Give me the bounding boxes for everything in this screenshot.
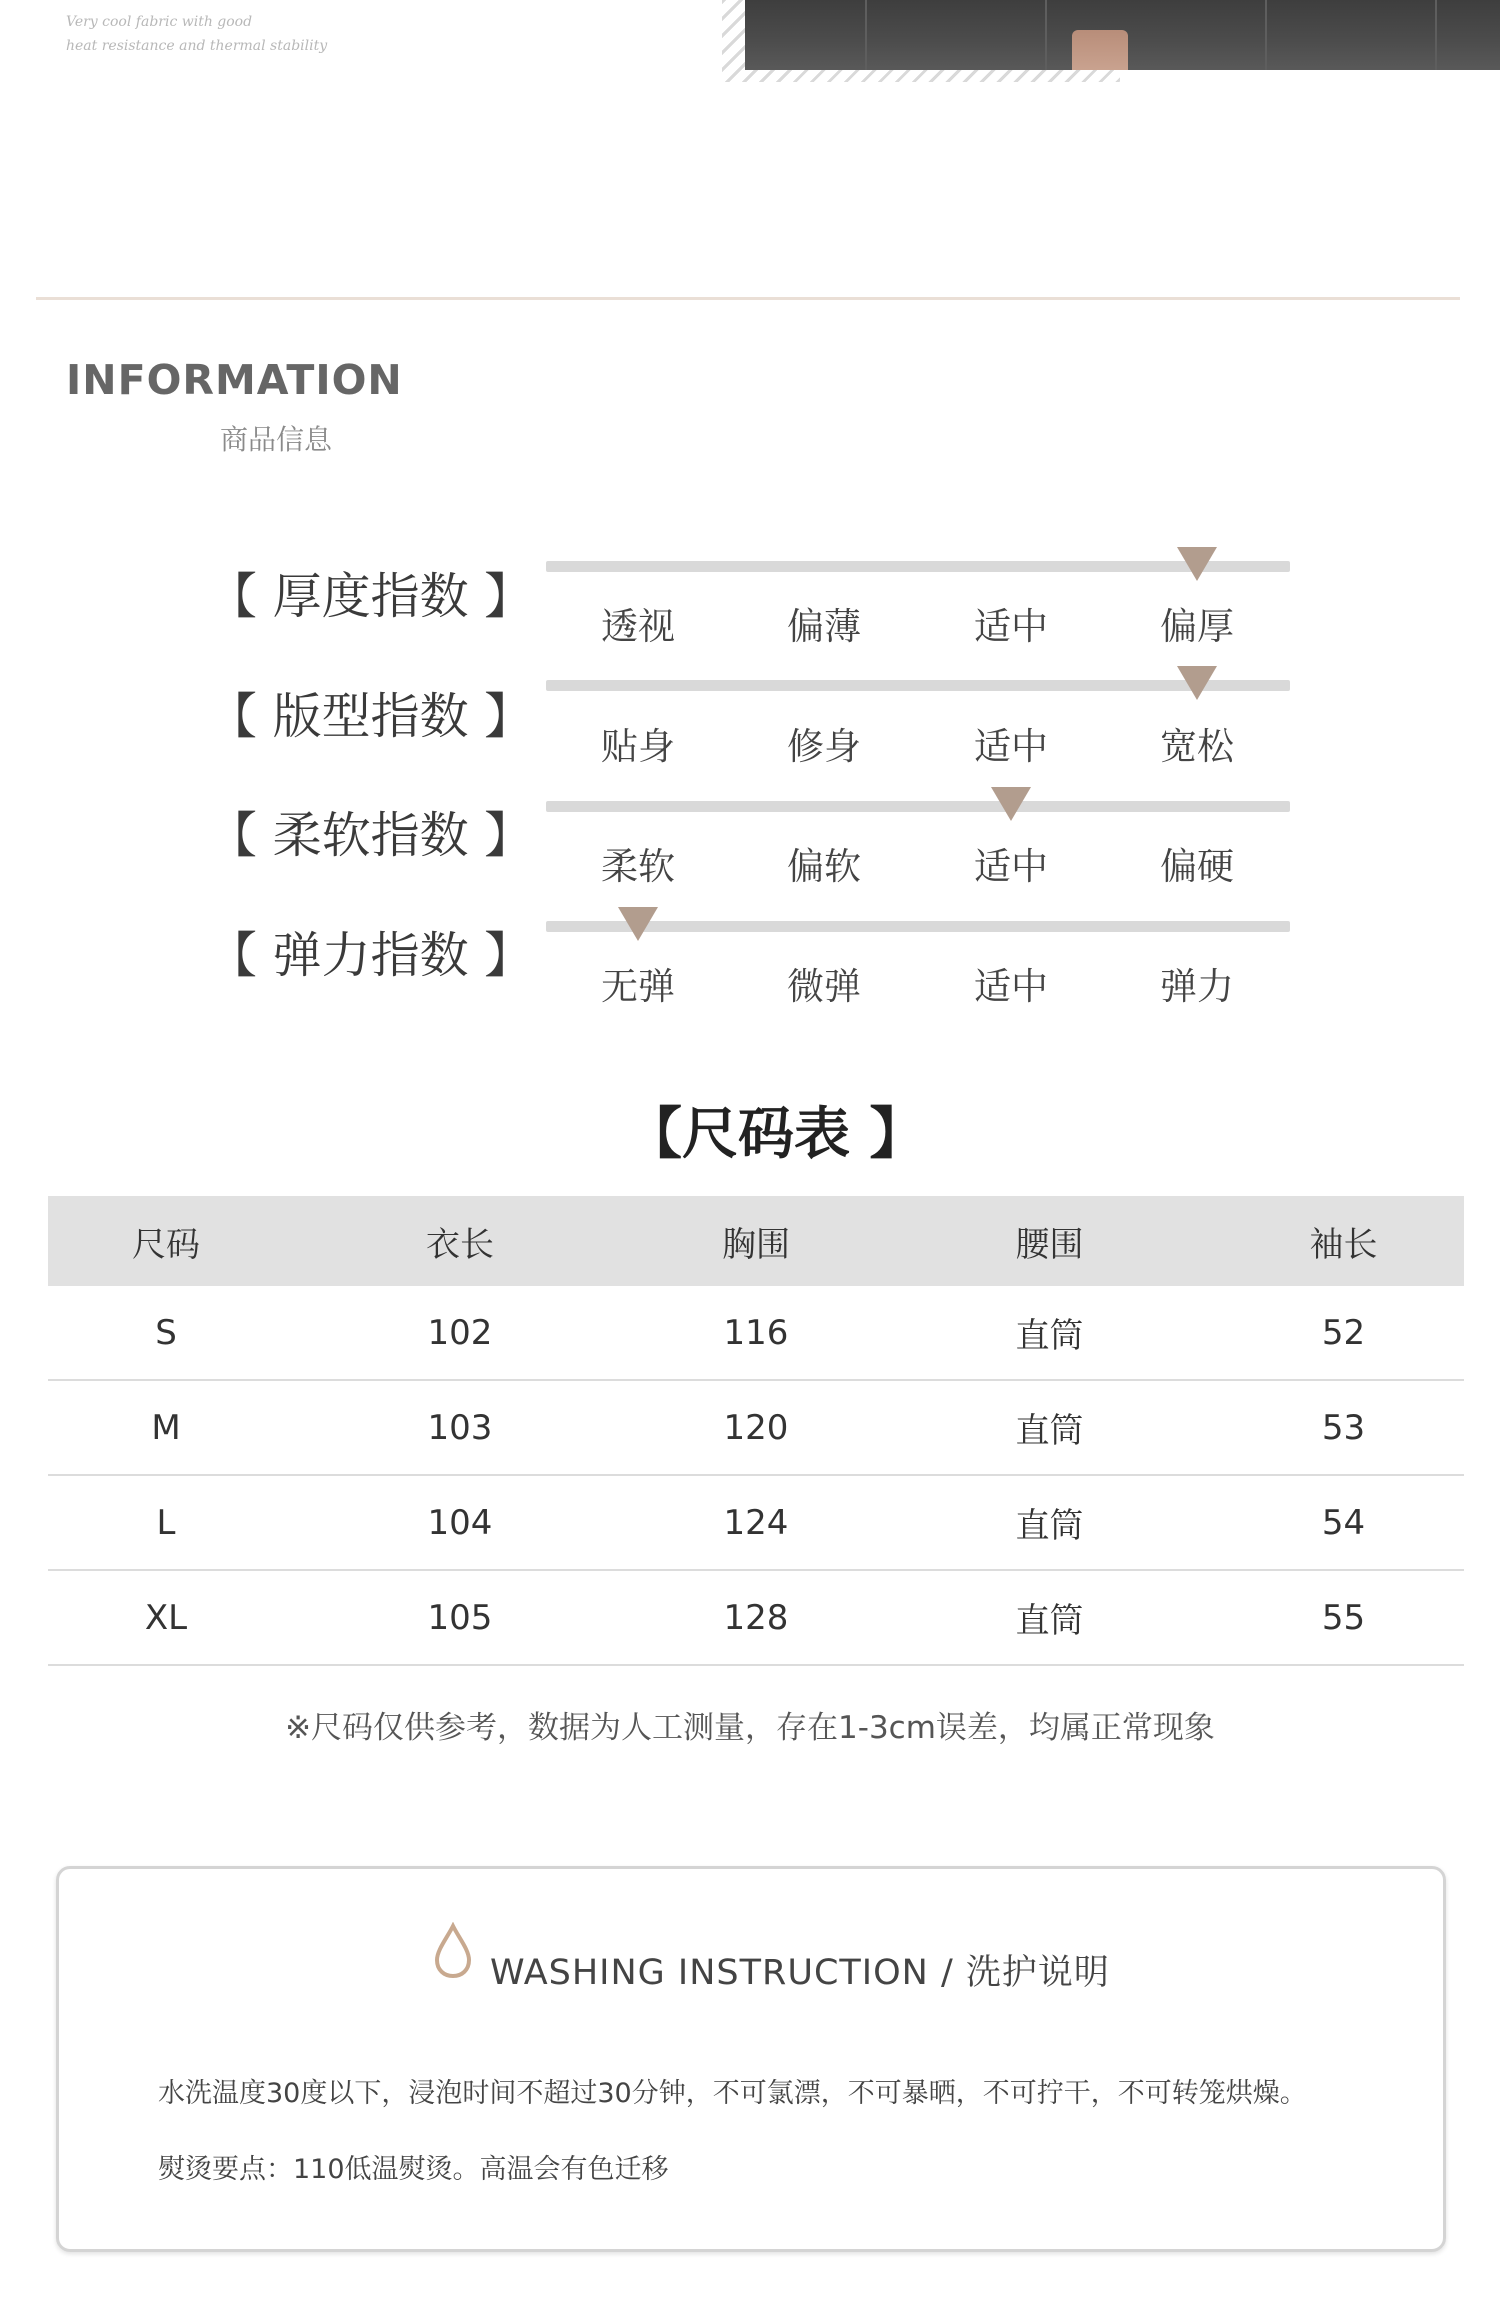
index-marker [1177, 547, 1217, 581]
index-option: 柔软 [601, 845, 675, 888]
column-header: 尺码 [48, 1196, 284, 1286]
index-option: 偏厚 [1160, 605, 1234, 648]
index-label: 【 柔软指数 】 [208, 807, 534, 864]
table-row [48, 1380, 1464, 1475]
index-option: 宽松 [1160, 725, 1234, 768]
table-cell: 直筒 [876, 1475, 1223, 1570]
index-marker [991, 787, 1031, 821]
index-option: 偏软 [787, 845, 861, 888]
table-cell: XL [48, 1570, 284, 1665]
washing-title: WASHING INSTRUCTION / 洗护说明 [490, 1953, 1110, 1993]
index-label: 【 厚度指数 】 [208, 568, 534, 625]
column-header: 胸围 [636, 1196, 876, 1286]
index-option: 微弹 [787, 965, 861, 1008]
index-option: 无弹 [601, 965, 675, 1008]
table-cell: 直筒 [876, 1380, 1223, 1475]
table-cell: M [48, 1380, 284, 1475]
table-cell: S [48, 1286, 284, 1380]
table-cell: 124 [636, 1475, 876, 1570]
index-option: 弹力 [1160, 965, 1234, 1008]
column-header: 腰围 [876, 1196, 1223, 1286]
size-chart-table [48, 1196, 1464, 1666]
section-title: INFORMATION [66, 356, 403, 404]
table-cell: L [48, 1475, 284, 1570]
index-option: 偏硬 [1160, 845, 1234, 888]
table-cell: 55 [1223, 1570, 1464, 1665]
washing-text-line: 水洗温度30度以下，浸泡时间不超过30分钟，不可氯漂，不可暴晒，不可拧干，不可转笼烘燥。 [158, 2078, 1307, 2109]
index-marker [618, 907, 658, 941]
index-bar [546, 801, 1290, 812]
table-cell: 52 [1223, 1286, 1464, 1380]
column-header: 衣长 [284, 1196, 636, 1286]
product-photo [745, 0, 1500, 70]
index-option: 修身 [787, 725, 861, 768]
index-label: 【 弹力指数 】 [208, 927, 534, 984]
index-option: 适中 [974, 725, 1048, 768]
column-header: 袖长 [1223, 1196, 1464, 1286]
table-cell: 102 [284, 1286, 636, 1380]
table-row [48, 1286, 1464, 1380]
table-cell: 128 [636, 1570, 876, 1665]
index-marker [1177, 666, 1217, 700]
table-cell: 直筒 [876, 1286, 1223, 1380]
table-cell: 53 [1223, 1380, 1464, 1475]
section-divider [36, 297, 1460, 300]
size-chart-title: 【尺码表 】 [626, 1102, 926, 1167]
size-chart-note: ※尺码仅供参考，数据为人工测量，存在1-3cm误差，均属正常现象 [285, 1710, 1215, 1746]
ironing-text-line: 熨烫要点：110低温熨烫。高温会有色迁移 [158, 2154, 669, 2185]
table-row [48, 1475, 1464, 1570]
section-subtitle: 商品信息 [220, 423, 333, 456]
water-drop-icon [430, 1922, 476, 1980]
index-option: 透视 [601, 605, 675, 648]
washing-instruction-box [56, 1866, 1446, 2252]
table-cell: 54 [1223, 1475, 1464, 1570]
table-header-row [48, 1196, 1464, 1286]
table-cell: 105 [284, 1570, 636, 1665]
table-cell: 104 [284, 1475, 636, 1570]
table-cell: 120 [636, 1380, 876, 1475]
table-cell: 103 [284, 1380, 636, 1475]
table-cell: 直筒 [876, 1570, 1223, 1665]
index-option: 适中 [974, 965, 1048, 1008]
index-option: 贴身 [601, 725, 675, 768]
tagline-line-1: Very cool fabric with good [66, 14, 253, 30]
index-label: 【 版型指数 】 [208, 688, 534, 745]
table-row [48, 1570, 1464, 1665]
index-option: 适中 [974, 845, 1048, 888]
table-cell: 116 [636, 1286, 876, 1380]
fabric-tagline [66, 10, 386, 58]
index-option: 适中 [974, 605, 1048, 648]
index-option: 偏薄 [787, 605, 861, 648]
tagline-line-2: heat resistance and thermal stability [66, 38, 328, 54]
